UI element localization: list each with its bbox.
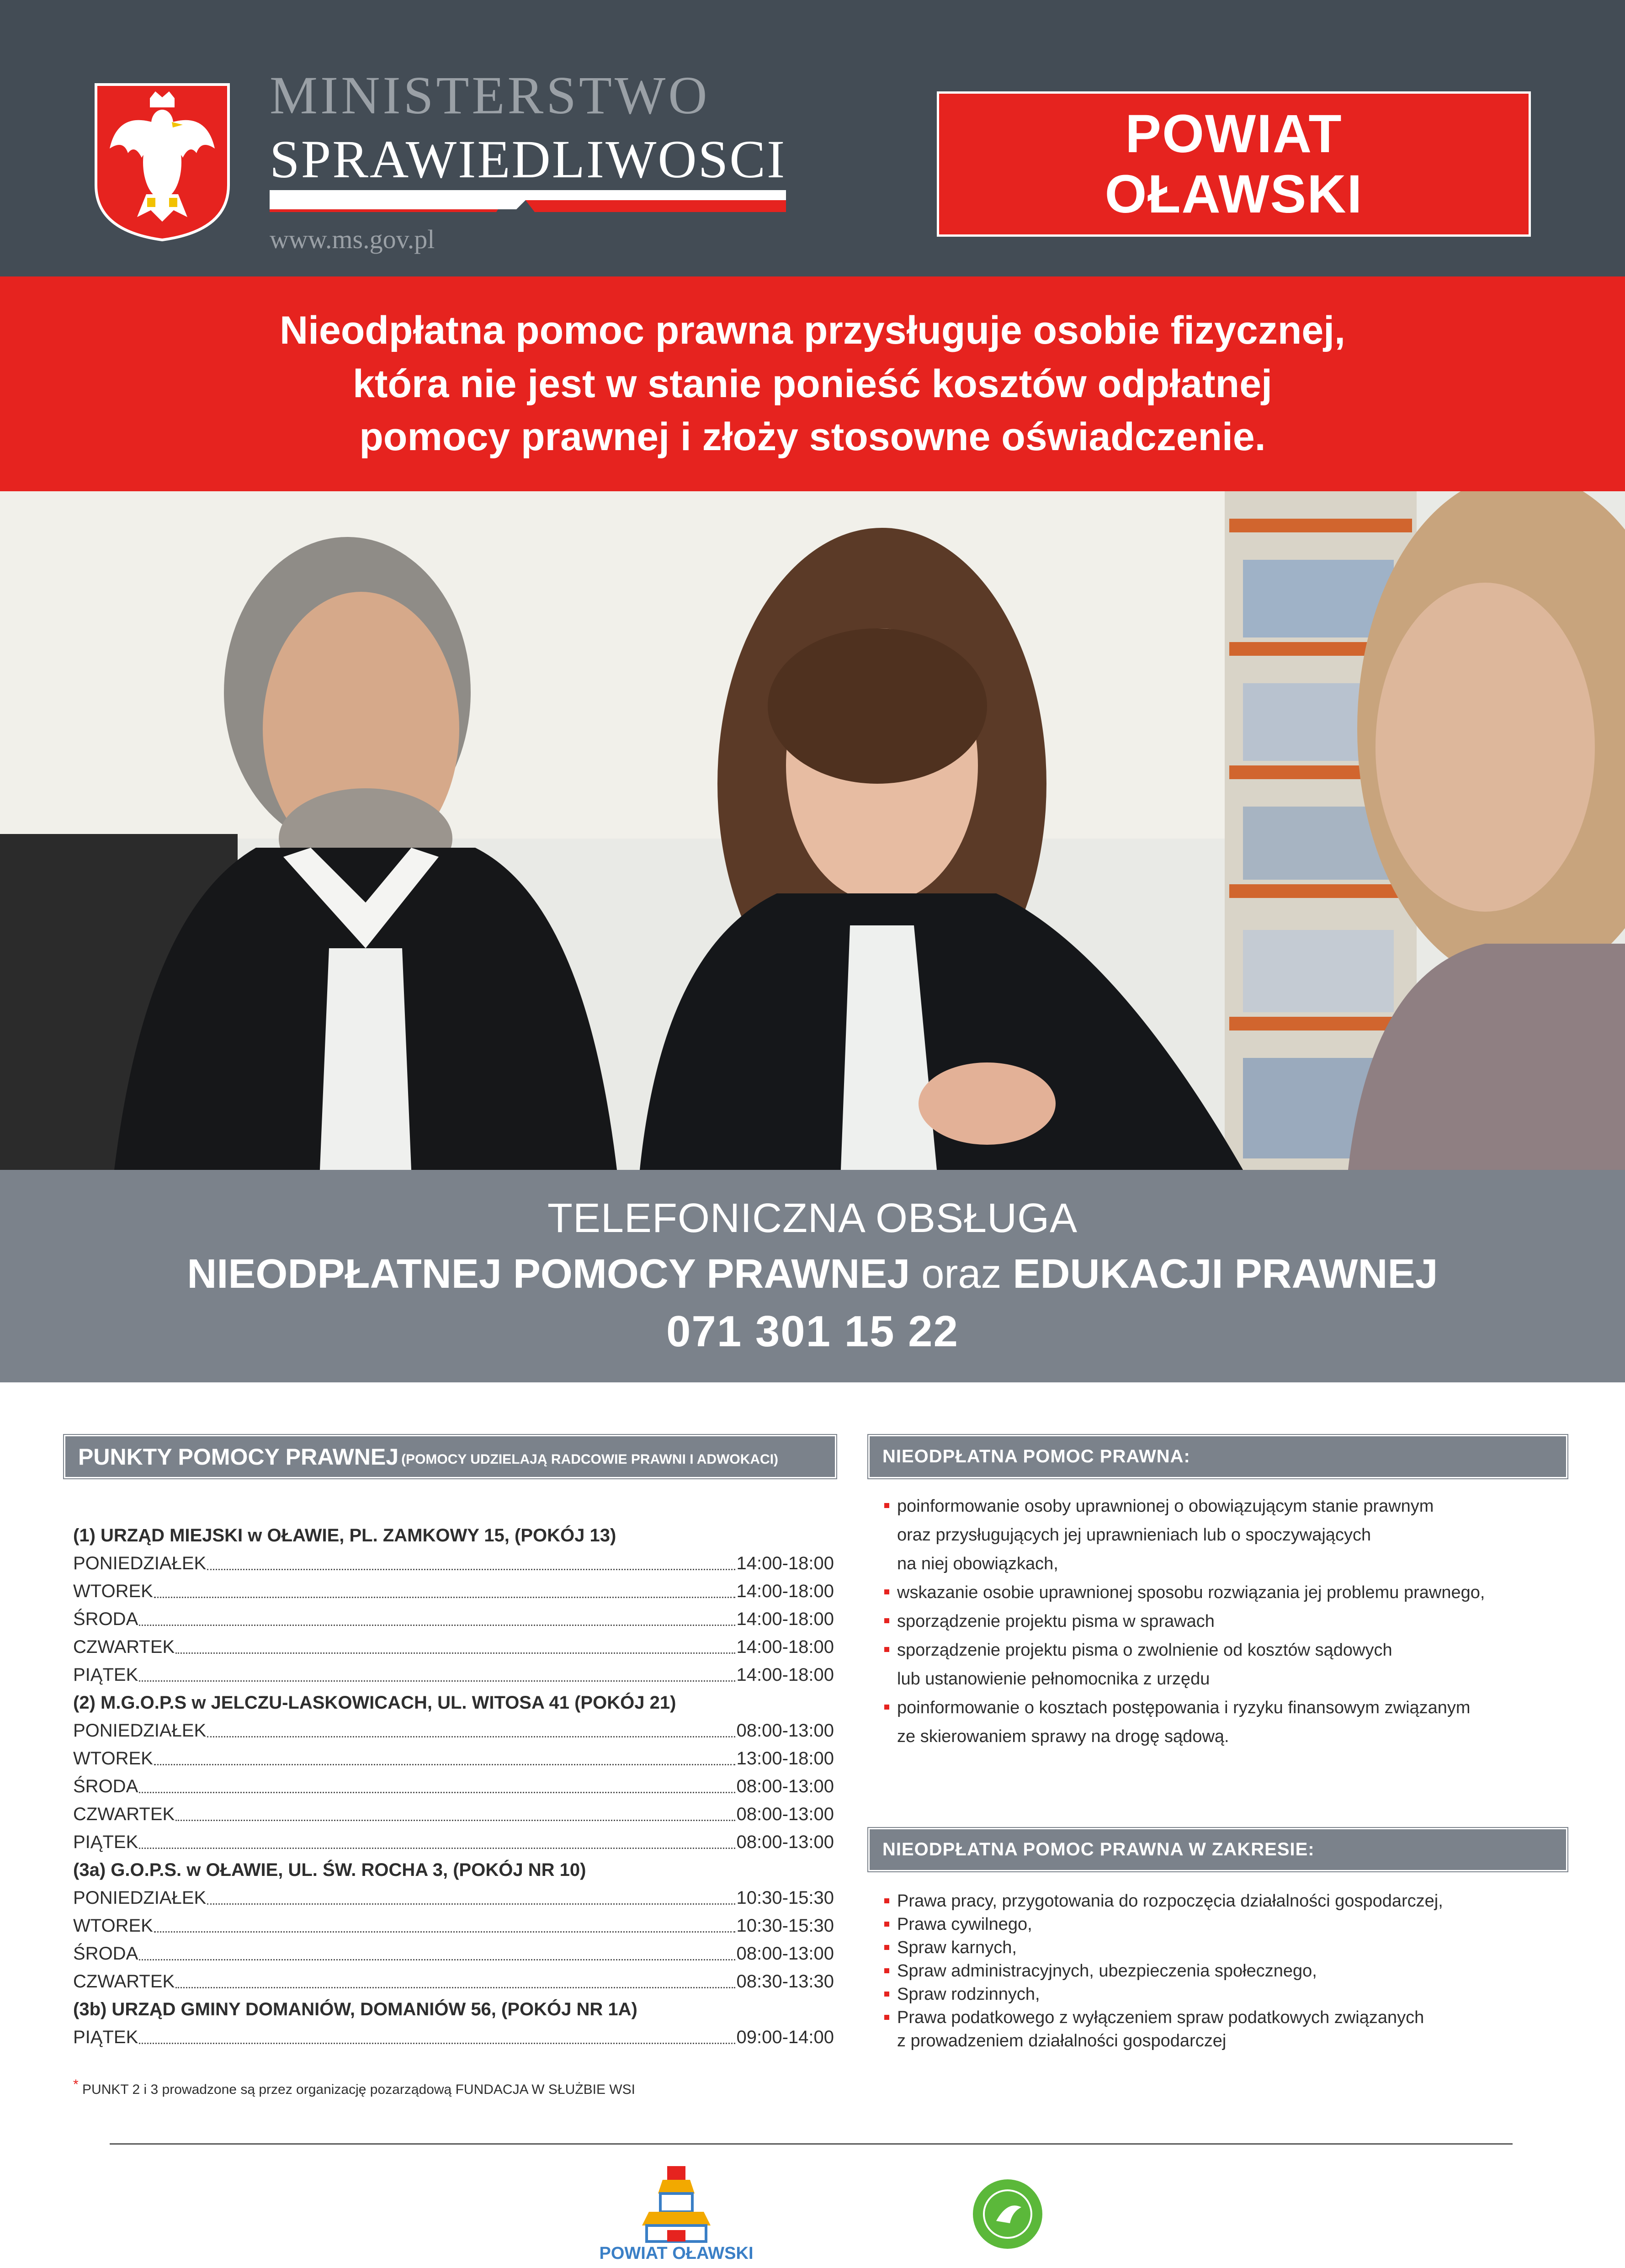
schedule-day: PONIEDZIAŁEK xyxy=(73,1553,207,1573)
schedule-day: PONIEDZIAŁEK xyxy=(73,1721,207,1741)
schedule-hours: 14:00-18:00 xyxy=(736,1609,834,1629)
schedule-hours: 14:00-18:00 xyxy=(736,1581,834,1601)
dot-leader xyxy=(154,1931,736,1933)
schedule-hours: 08:00-13:00 xyxy=(736,1721,834,1741)
location-name: (2) M.G.O.P.S w JELCZU-LASKOWICACH, UL. WITOSA 41 (POKÓJ 21) xyxy=(73,1693,676,1713)
schedule-hours: 08:00-13:00 xyxy=(736,1944,834,1964)
eligibility-banner xyxy=(0,276,1625,491)
phone-subheading-a: NIEODPŁATNEJ POMOCY PRAWNEJ xyxy=(187,1251,910,1297)
schedule-day: CZWARTEK xyxy=(73,1637,175,1657)
schedule-day: WTOREK xyxy=(73,1916,153,1936)
schedule-day: ŚRODA xyxy=(73,1776,138,1796)
banner-line1: Nieodpłatna pomoc prawna przysługuje osobie fizycznej, xyxy=(280,308,1345,352)
lawyers-illustration xyxy=(0,491,1625,1170)
schedule-row xyxy=(73,1940,834,1968)
phone-subheading-b: oraz xyxy=(921,1251,1002,1297)
schedule-hours: 08:00-13:00 xyxy=(736,1832,834,1852)
list-item: Prawa podatkowego z wyłączeniem spraw podatkowych związanych xyxy=(884,2006,1443,2029)
list-item-continuation: z prowadzeniem działalności gospodarczej xyxy=(897,2031,1227,2050)
polish-eagle-emblem-icon xyxy=(91,80,233,242)
dot-leader xyxy=(154,1764,736,1765)
powiat-line2: OŁAWSKI xyxy=(1105,164,1363,224)
schedule-row xyxy=(73,1605,834,1633)
header xyxy=(0,0,1625,276)
banner-line2: która nie jest w stanie ponieść kosztów odpłatnej xyxy=(353,361,1272,406)
powiat-line1: POWIAT xyxy=(1125,103,1343,164)
schedule-row xyxy=(73,2024,834,2051)
banner-line3: pomocy prawnej i złoży stosowne oświadczenie. xyxy=(359,415,1266,459)
free-help-list xyxy=(884,1492,1485,1751)
schedule-row xyxy=(73,1578,834,1605)
schedule-hours: 10:30-15:30 xyxy=(736,1916,834,1936)
schedule-row xyxy=(73,1828,834,1856)
dot-leader xyxy=(175,1652,735,1654)
foundation-logo-icon xyxy=(971,2178,1044,2251)
points-header xyxy=(64,1435,836,1478)
schedule-hours: 08:00-13:00 xyxy=(736,1776,834,1796)
schedule-row xyxy=(73,1801,834,1828)
scope-list xyxy=(884,1890,1443,2053)
footnote-mark: * xyxy=(73,2077,79,2092)
dot-leader xyxy=(207,1569,735,1570)
list-item: Spraw rodzinnych, xyxy=(884,1983,1443,2006)
schedule-hours: 08:00-13:00 xyxy=(736,1804,834,1824)
dot-leader xyxy=(139,1959,735,1960)
list-item: sporządzenie projektu pisma w sprawach xyxy=(884,1607,1485,1636)
scope-title: NIEODPŁATNA POMOC PRAWNA W ZAKRESIE: xyxy=(882,1839,1315,1859)
list-item: wskazanie osobie uprawnionej sposobu rozwiązania jej problemu prawnego, xyxy=(884,1578,1485,1607)
schedule-row xyxy=(73,1633,834,1661)
dot-leader xyxy=(139,1848,735,1849)
phone-band xyxy=(0,1170,1625,1382)
location-name: (3a) G.O.P.S. w OŁAWIE, UL. ŚW. ROCHA 3, (POKÓJ NR 10) xyxy=(73,1860,586,1880)
schedule-day: PIĄTEK xyxy=(73,1832,138,1852)
list-item: Prawa pracy, przygotowania do rozpoczęcia działalności gospodarczej, xyxy=(884,1890,1443,1913)
list-item: Spraw administracyjnych, ubezpieczenia społecznego, xyxy=(884,1960,1443,1983)
schedule-hours: 14:00-18:00 xyxy=(736,1553,834,1573)
schedule-hours: 09:00-14:00 xyxy=(736,2027,834,2047)
ministry-name xyxy=(270,65,786,254)
dot-leader xyxy=(175,1987,735,1988)
ministry-url[interactable]: www.ms.gov.pl xyxy=(270,224,435,254)
location-name: (1) URZĄD MIEJSKI w OŁAWIE, PL. ZAMKOWY 15, (POKÓJ 13) xyxy=(73,1525,616,1546)
phone-number[interactable]: 071 301 15 22 xyxy=(666,1307,959,1356)
phone-heading: TELEFONICZNA OBSŁUGA xyxy=(547,1195,1078,1242)
free-help-header xyxy=(868,1435,1567,1478)
points-subtitle: (POMOCY UDZIELAJĄ RADCOWIE PRAWNI I ADWOKACI) xyxy=(401,1451,779,1467)
lawyers-photo xyxy=(0,491,1625,1170)
dot-leader xyxy=(207,1903,735,1905)
schedule-hours: 08:30-13:30 xyxy=(736,1971,834,1992)
schedule-row xyxy=(73,1968,834,1996)
list-item: Prawa cywilnego, xyxy=(884,1913,1443,1936)
dot-leader xyxy=(207,1736,735,1737)
list-item-continuation: lub ustanowienie pełnomocnika z urzędu xyxy=(897,1669,1210,1689)
schedule-row xyxy=(73,1661,834,1689)
schedule-hours: 13:00-18:00 xyxy=(736,1748,834,1769)
list-item: sporządzenie projektu pisma o zwolnienie od kosztów sądowych xyxy=(884,1636,1485,1665)
ministry-line2: SPRAWIEDLIWOSCI xyxy=(270,129,786,189)
points-title: PUNKTY POMOCY PRAWNEJ xyxy=(78,1444,399,1470)
schedule-hours: 14:00-18:00 xyxy=(736,1665,834,1685)
location-name: (3b) URZĄD GMINY DOMANIÓW, DOMANIÓW 56, (POKÓJ NR 1A) xyxy=(73,1999,637,2019)
powiat-box xyxy=(937,91,1531,237)
schedule-row xyxy=(73,1773,834,1801)
schedule xyxy=(73,1522,834,2051)
scope-header xyxy=(868,1828,1567,1871)
dot-leader xyxy=(139,1680,735,1682)
dot-leader xyxy=(139,1792,735,1793)
dot-leader xyxy=(154,1597,736,1598)
list-item-continuation: oraz przysługujących jej uprawnieniach lub o spoczywających xyxy=(897,1525,1371,1545)
schedule-row xyxy=(73,1550,834,1578)
phone-subheading xyxy=(187,1247,1438,1302)
flag-stripe-icon xyxy=(270,186,786,214)
dot-leader xyxy=(175,1820,735,1821)
schedule-day: ŚRODA xyxy=(73,1609,138,1629)
list-item: poinformowanie o kosztach postępowania i ryzyku finansowym związanym xyxy=(884,1694,1485,1722)
powiat-logo-text: POWIAT OŁAWSKI xyxy=(599,2244,754,2263)
schedule-day: PIĄTEK xyxy=(73,2027,138,2047)
footer-divider xyxy=(110,2143,1513,2145)
schedule-day: CZWARTEK xyxy=(73,1971,175,1992)
footnote-text: PUNKT 2 i 3 prowadzone są przez organizację pozarządową FUNDACJA W SŁUŻBIE WSI xyxy=(82,2082,635,2097)
dot-leader xyxy=(139,2043,735,2044)
schedule-hours: 14:00-18:00 xyxy=(736,1637,834,1657)
schedule-row xyxy=(73,1717,834,1745)
schedule-day: WTOREK xyxy=(73,1748,153,1769)
dot-leader xyxy=(139,1625,735,1626)
list-item-continuation: ze skierowaniem sprawy na drogę sądową. xyxy=(897,1727,1229,1746)
schedule-day: CZWARTEK xyxy=(73,1804,175,1824)
list-item: Spraw karnych, xyxy=(884,1936,1443,1960)
schedule-day: PONIEDZIAŁEK xyxy=(73,1888,207,1908)
schedule-day: PIĄTEK xyxy=(73,1665,138,1685)
phone-subheading-c: EDUKACJI PRAWNEJ xyxy=(1013,1251,1438,1297)
schedule-row xyxy=(73,1884,834,1912)
schedule-day: WTOREK xyxy=(73,1581,153,1601)
list-item: poinformowanie osoby uprawnionej o obowiązującym stanie prawnym xyxy=(884,1492,1485,1521)
schedule-row xyxy=(73,1745,834,1773)
schedule-row xyxy=(73,1912,834,1940)
footnote xyxy=(73,2077,635,2098)
free-help-title: NIEODPŁATNA POMOC PRAWNA: xyxy=(882,1446,1190,1466)
schedule-day: ŚRODA xyxy=(73,1944,138,1964)
ministry-line1: MINISTERSTWO xyxy=(270,65,710,125)
list-item-continuation: na niej obowiązkach, xyxy=(897,1554,1058,1573)
schedule-hours: 10:30-15:30 xyxy=(736,1888,834,1908)
